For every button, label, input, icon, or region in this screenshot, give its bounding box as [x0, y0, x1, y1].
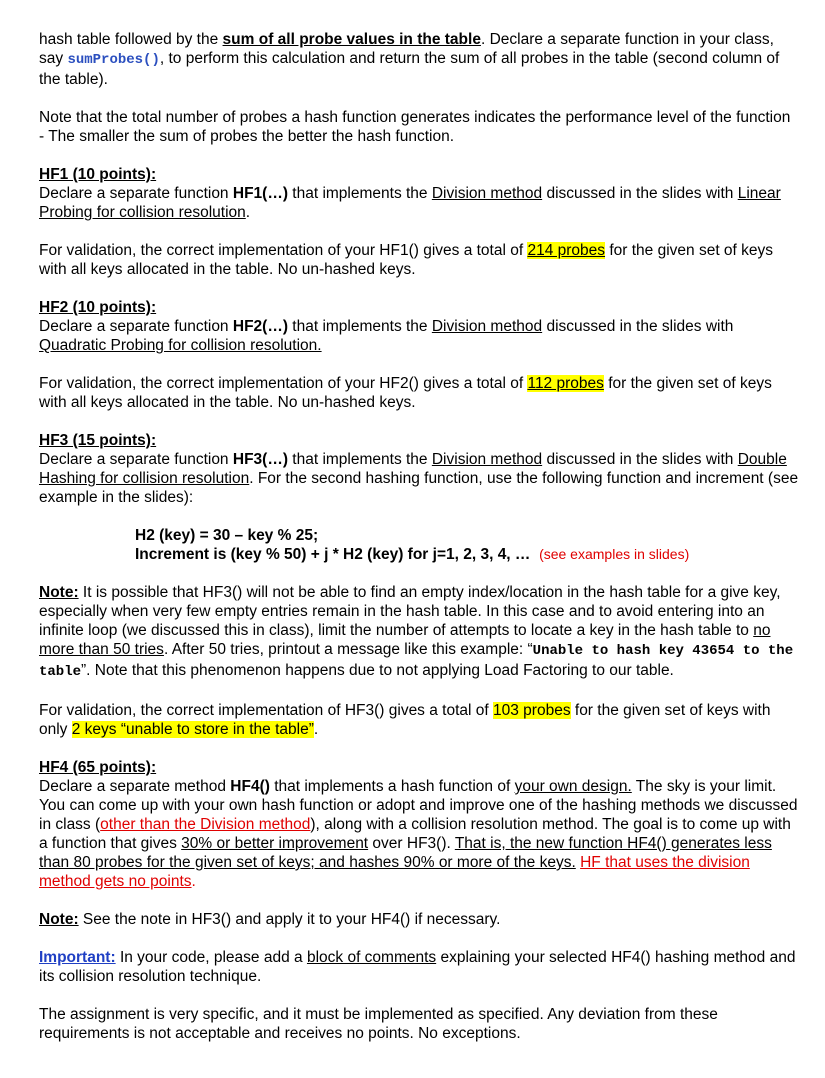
note-label: Note: — [39, 584, 79, 601]
sum-of-probes-emphasis: sum of all probe values in the table — [222, 31, 481, 48]
hf2-text: that implements the — [287, 318, 432, 335]
hf3-text: . For the second hashing function, use the following function and increment (see example in the slides): — [39, 470, 799, 506]
hf3-validation-text: for the given set of keys with only — [39, 702, 771, 738]
hf4-description — [39, 777, 799, 891]
your-own-design: your own design. — [514, 778, 632, 795]
intro-text: , to perform this calculation and return the sum of all probes in the table (second column of the table). — [39, 50, 780, 88]
hf4-text: Declare a separate method — [39, 778, 231, 795]
hf1-division-method: Division method — [431, 185, 543, 202]
important-note — [39, 948, 799, 986]
hf2-probe-count: 112 probes — [527, 375, 604, 392]
tries-limit: no more than 50 tries — [39, 622, 771, 658]
sumprobes-function-name: sumProbes() — [67, 52, 160, 68]
hf4-text: ), along with a collision resolution method. The goal is to come up with a function that gives — [39, 816, 791, 852]
hf3-validation — [39, 701, 799, 739]
hf3-division-method: Division method — [431, 451, 543, 468]
hf1-description — [39, 184, 799, 222]
performance-note: Note that the total number of probes a hash function generates indicates the performance level of the function - The smaller the sum of probes the better the hash function. — [39, 109, 791, 145]
intro-text: hash table followed by the — [39, 31, 223, 48]
increment-formula-text: Increment is (key % 50) + j * H2 (key) for j=1, 2, 3, 4, … — [135, 546, 531, 563]
hf1-text: discussed in the slides with — [542, 185, 738, 202]
hf2-description — [39, 317, 799, 355]
hf3-text: Declare a separate function — [39, 451, 233, 468]
hf2-text: discussed in the slides with — [542, 318, 734, 335]
hf1-validation — [39, 241, 799, 279]
hf4-function-name: HF4() — [230, 778, 270, 795]
intro-paragraph — [39, 30, 799, 89]
hf3-heading: HF3 (15 points): — [39, 432, 157, 449]
hf2-validation-text: For validation, the correct implementation of your HF2() gives a total of — [39, 375, 528, 392]
hf3-note-text: It is possible that HF3() will not be able to find an empty index/location in the hash table for a give key, especially when very few empty entries remain in the hash table. In this case and to avoid entering into an infinite loop (we discussed this in class), limit the number of attempts to locate a key in the hash table to — [39, 584, 781, 639]
hf2-function-name: HF2(…) — [232, 318, 288, 335]
no-points-warning: HF that uses the division method gets no points — [39, 854, 750, 890]
other-than-division: other than the Division method — [100, 816, 311, 833]
hf1-validation-text: For validation, the correct implementation of your HF1() gives a total of — [39, 242, 528, 259]
h2-formula: H2 (key) = 30 – key % 25; — [135, 527, 319, 544]
hf2-validation-text: for the given set of keys with all keys allocated in the table. No un-hashed keys. — [39, 375, 772, 411]
hf2-quadratic-probing: Quadratic Probing for collision resolution. — [39, 337, 322, 354]
hf3-validation-text: . — [313, 721, 319, 738]
hf2-heading: HF2 (10 points): — [39, 299, 157, 316]
hf4-note — [39, 910, 799, 929]
document-page — [39, 30, 799, 1043]
hf3-probe-count: 103 probes — [493, 702, 571, 719]
hf1-probe-count: 214 probes — [527, 242, 606, 259]
increment-formula — [135, 545, 799, 564]
important-text: In your code, please add a — [115, 949, 307, 966]
unable-to-hash-message: Unable to hash key 43654 to the table — [39, 643, 794, 680]
hf1-function-name: HF1(…) — [232, 185, 288, 202]
intro-text: . Declare a separate function in your class, say — [39, 31, 774, 67]
hf1-text: Declare a separate function — [39, 185, 233, 202]
hf3-note-text: ”. Note that this phenomenon happens due to not applying Load Factoring to our table. — [81, 662, 674, 679]
hf4-heading: HF4 (65 points): — [39, 759, 157, 776]
hf4-probe-goal: That is, the new function HF4() generates less than 80 probes for the given set of keys; and hashes 90% or more of the keys. — [39, 835, 772, 871]
hf1-linear-probing: Linear Probing for collision resolution — [39, 185, 781, 221]
hf4-text: The sky is your limit. You can come up with your own hash function or adopt and improve one of the hashing methods we discussed in class ( — [39, 778, 798, 833]
hf4-text: that implements a hash function of — [269, 778, 515, 795]
hf2-validation — [39, 374, 799, 412]
slides-reference-note: (see examples in slides) — [539, 546, 690, 562]
important-text: explaining your selected HF4() hashing method and its collision resolution technique. — [39, 949, 796, 985]
hf1-text: that implements the — [287, 185, 432, 202]
hf4-note-text: See the note in HF3() and apply it to your HF4() if necessary. — [78, 911, 501, 928]
hf3-description — [39, 450, 799, 507]
hf3-text: discussed in the slides with — [542, 451, 738, 468]
block-of-comments: block of comments — [306, 949, 437, 966]
hf1-text: . — [245, 204, 251, 221]
hf3-note — [39, 583, 799, 682]
hf4-text: over HF3(). — [368, 835, 455, 852]
hf3-text: that implements the — [287, 451, 432, 468]
improvement-target: 30% or better improvement — [181, 835, 369, 852]
hf2-text: Declare a separate function — [39, 318, 233, 335]
important-label: Important: — [39, 949, 116, 966]
hf1-validation-text: for the given set of keys with all keys allocated in the table. No un-hashed keys. — [39, 242, 774, 278]
closing-paragraph: The assignment is very specific, and it must be implemented as specified. Any deviation from these requirements is not acceptable and receives no points. No exceptions. — [39, 1006, 718, 1042]
hf1-heading: HF1 (10 points): — [39, 166, 157, 183]
note-label: Note: — [39, 911, 79, 928]
hf4-text: . — [191, 873, 196, 890]
hf3-note-text: . After 50 tries, printout a message like this example: “ — [163, 641, 533, 658]
hf3-validation-text: For validation, the correct implementation of HF3() gives a total of — [39, 702, 494, 719]
hf2-division-method: Division method — [431, 318, 543, 335]
hf3-double-hashing: Double Hashing for collision resolution — [39, 451, 787, 487]
hf3-function-name: HF3(…) — [232, 451, 288, 468]
hf3-unstored-keys: 2 keys “unable to store in the table” — [71, 721, 314, 738]
